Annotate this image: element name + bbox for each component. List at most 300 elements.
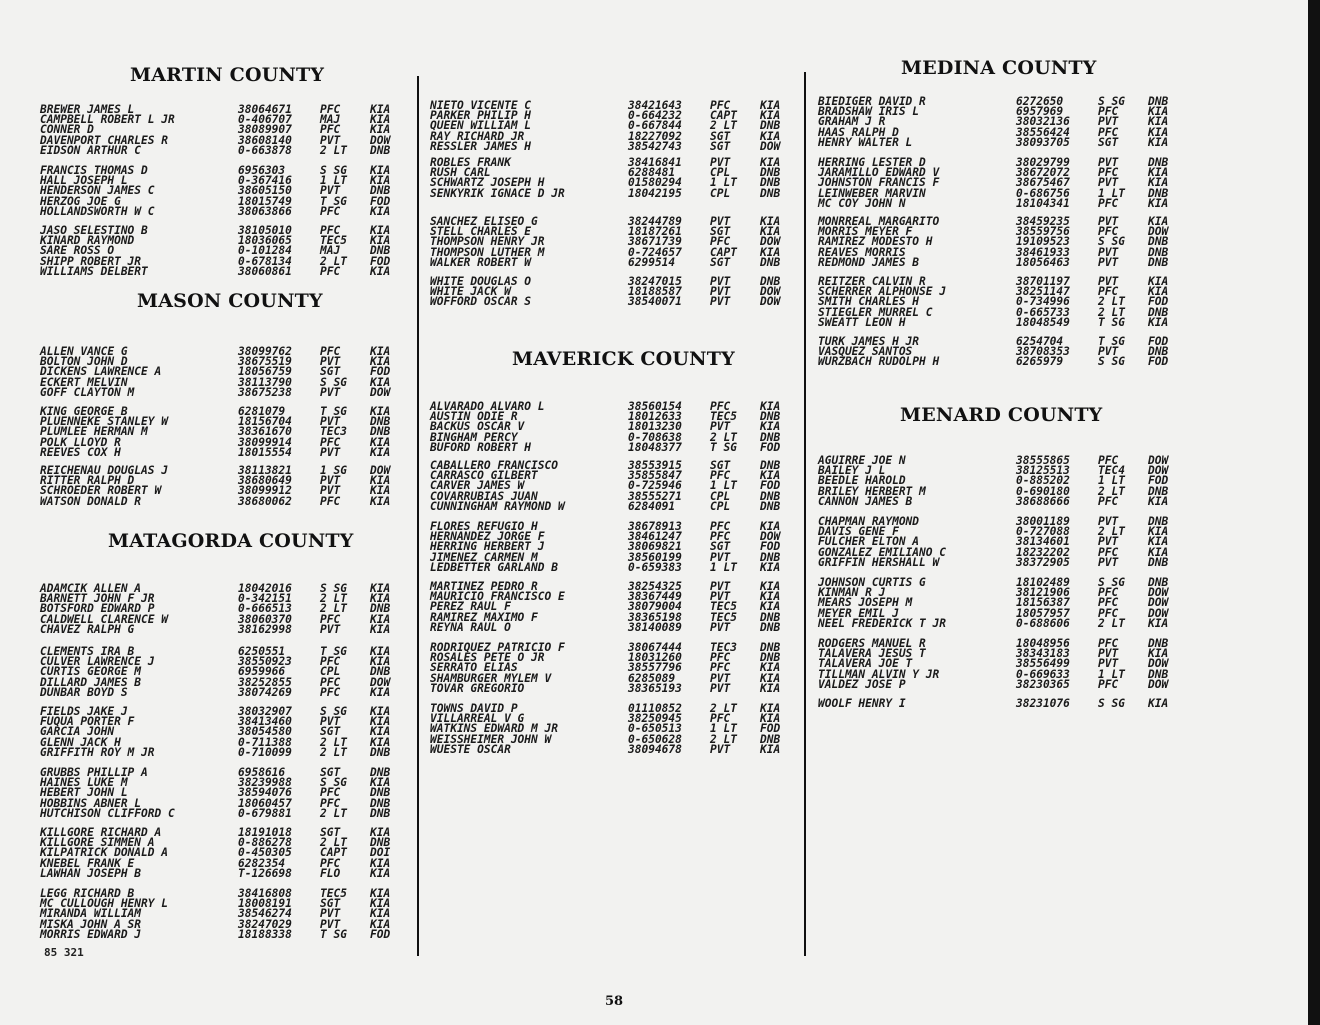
entry-grade: PFC <box>320 345 341 358</box>
entry-grade: PVT <box>320 474 341 488</box>
entry-status: DNB <box>760 651 781 665</box>
entry-grade: TEC3 <box>710 641 737 654</box>
entry-name: SERRATO ELIAS <box>430 661 518 675</box>
entry-serial-number: 6265979 <box>1016 355 1064 369</box>
entry-grade: PFC <box>710 469 731 483</box>
entry-name: GOFF CLAYTON M <box>40 385 135 399</box>
entry-name: DUNBAR BOYD S <box>40 685 128 699</box>
entry-status: KIA <box>370 375 391 389</box>
entry-status: KIA <box>370 123 391 137</box>
entry-serial-number: 38557796 <box>628 661 682 675</box>
entry-name: SENKYRIK IGNACE D JR <box>430 186 565 200</box>
entry-name: LEDBETTER GARLAND B <box>430 560 558 574</box>
entry-status: DNB <box>760 459 781 472</box>
entry-status: DNB <box>370 806 391 820</box>
entry-status: KIA <box>1148 275 1169 288</box>
entry-status: DNB <box>760 166 781 180</box>
entry-name: VILLARREAL V G <box>430 712 525 726</box>
entry-grade: PVT <box>710 550 731 564</box>
entry-name: DILLARD JAMES B <box>40 675 142 689</box>
entry-serial-number: 38421643 <box>628 99 682 112</box>
entry-status: KIA <box>760 215 781 228</box>
entry-status: KIA <box>370 735 391 749</box>
entry-name: CURTIS GEORGE M <box>40 665 142 679</box>
entry-grade: 1 LT <box>1098 667 1125 681</box>
entry-serial-number: 0-724657 <box>628 245 682 259</box>
entry-serial-number: 38247015 <box>628 275 682 288</box>
entry-serial-number: 0-734996 <box>1016 295 1070 309</box>
entry-name: MC CULLOUGH HENRY L <box>40 897 168 911</box>
entry-serial-number: 38032907 <box>238 705 292 718</box>
entry-serial-number: 18232202 <box>1016 545 1070 559</box>
entry-serial-number: 38688666 <box>1016 494 1070 508</box>
entry-serial-number: 38074269 <box>238 685 292 699</box>
entry-name: ADAMCIK ALLEN A <box>40 582 142 595</box>
entry-status: DNB <box>370 786 391 800</box>
entry-serial-number: 38556424 <box>1016 125 1070 139</box>
entry-status: KIA <box>370 204 391 218</box>
entry-grade: PFC <box>320 655 341 669</box>
entry-grade: 1 LT <box>1098 474 1125 488</box>
entry-status: DNB <box>1148 95 1169 108</box>
entry-serial-number: 01110852 <box>628 702 682 715</box>
entry-grade: PFC <box>710 400 731 413</box>
entry-status: DOW <box>1148 586 1169 600</box>
entry-status: DNB <box>1148 484 1169 498</box>
entry-serial-number: 38594076 <box>238 786 292 800</box>
entry-status: KIA <box>1148 135 1169 149</box>
entry-status: KIA <box>370 484 391 498</box>
entry-serial-number: T-126698 <box>238 866 292 880</box>
entry-serial-number: 0-666513 <box>238 602 292 616</box>
entry-name: LEINWEBER MARVIN <box>818 186 926 200</box>
entry-grade: S SG <box>1098 95 1125 108</box>
entry-grade: PVT <box>320 133 341 147</box>
entry-grade: PVT <box>1098 647 1119 661</box>
entry-grade: PVT <box>1098 657 1119 671</box>
entry-grade: PVT <box>320 184 341 198</box>
entry-status: KIA <box>760 712 781 726</box>
entry-status: FOD <box>370 194 391 208</box>
entry-status: FOD <box>370 365 391 379</box>
entry-status: DNB <box>760 610 781 624</box>
entry-grade: 1 LT <box>710 479 737 493</box>
entry-grade: CAPT <box>710 109 737 123</box>
entry-serial-number: 38099762 <box>238 345 292 358</box>
entry-name: GRAHAM J R <box>818 115 886 129</box>
entry-name: STELL CHARLES E <box>430 225 532 239</box>
entry-status: KIA <box>370 612 391 626</box>
entry-serial-number: 38054580 <box>238 725 292 739</box>
entry-status: KIA <box>370 645 391 658</box>
entry-serial-number: 38559756 <box>1016 225 1070 239</box>
entry-serial-number: 38555271 <box>628 489 682 503</box>
entry-grade: PFC <box>1098 125 1119 139</box>
entry-name: HERRING LESTER D <box>818 156 926 169</box>
entry-grade: PFC <box>320 103 341 116</box>
entry-status: DNB <box>760 186 781 200</box>
entry-grade: PFC <box>320 856 341 870</box>
entry-grade: SGT <box>1098 135 1119 149</box>
entry-status: KIA <box>1148 105 1169 119</box>
entry-grade: 2 LT <box>320 143 347 157</box>
entry-serial-number: 38540071 <box>628 295 682 309</box>
entry-name: TURK JAMES H JR <box>818 335 920 348</box>
entry-name: ALVARADO ALVARO L <box>430 400 545 413</box>
entry-name: TOWNS DAVID P <box>430 702 518 715</box>
entry-status: DNB <box>760 430 781 444</box>
entry-name: CHAVEZ RALPH G <box>40 622 135 636</box>
entry-grade: TEC5 <box>710 610 737 624</box>
entry-status: DNB <box>760 255 781 269</box>
entry-status: FOD <box>760 540 781 554</box>
entry-status: DOW <box>370 133 391 147</box>
entry-grade: PFC <box>1098 166 1119 180</box>
entry-name: WURZBACH RUDOLPH H <box>818 355 940 369</box>
entry-grade: 1 LT <box>710 560 737 574</box>
entry-serial-number: 38230365 <box>1016 677 1070 691</box>
entry-name: SCHERRER ALPHONSE J <box>818 285 946 299</box>
entry-name: CABALLERO FRANCISCO <box>430 459 558 472</box>
entry-serial-number: 0-711388 <box>238 735 292 749</box>
entry-grade: SGT <box>710 129 731 143</box>
entry-grade: PVT <box>320 715 341 729</box>
entry-status: DNB <box>760 176 781 190</box>
entry-status: KIA <box>1148 535 1169 549</box>
entry-name: BOTSFORD EDWARD P <box>40 602 155 616</box>
entry-name: VALDEZ JOSE P <box>818 677 906 691</box>
entry-name: KNEBEL FRANK E <box>40 856 135 870</box>
entry-name: FLORES REFUGIO H <box>430 520 538 533</box>
entry-name: MORRIS EDWARD J <box>40 927 142 941</box>
entry-grade: SGT <box>320 365 341 379</box>
entry-serial-number: 38675467 <box>1016 176 1070 190</box>
entry-status: DNB <box>1148 515 1169 528</box>
entry-serial-number: 38672072 <box>1016 166 1070 180</box>
entry-status: DNB <box>760 119 781 133</box>
entry-name: HERZOG JOE G <box>40 194 121 208</box>
entry-status: KIA <box>370 405 391 418</box>
entry-status: DNB <box>760 641 781 654</box>
entry-status: KIA <box>760 590 781 604</box>
entry-name: REDMOND JAMES B <box>818 255 920 269</box>
entry-serial-number: 38553915 <box>628 459 682 472</box>
entry-name: WALKER ROBERT W <box>430 255 532 269</box>
entry-name: CARVER JAMES W <box>430 479 525 493</box>
entry-serial-number: 01580294 <box>628 176 682 190</box>
entry-grade: PVT <box>710 420 731 434</box>
entry-name: RODGERS MANUEL R <box>818 637 926 650</box>
entry-name: RAMIREZ MAXIMO F <box>430 610 538 624</box>
entry-grade: T SG <box>320 927 347 941</box>
entry-status: DOW <box>1148 677 1169 691</box>
entry-name: REICHENAU DOUGLAS J <box>40 464 168 477</box>
entry-grade: S SG <box>320 375 347 389</box>
entry-grade: PFC <box>320 685 341 699</box>
entry-grade: PFC <box>1098 677 1119 691</box>
entry-grade: 2 LT <box>320 592 347 606</box>
entry-grade: PVT <box>710 742 731 756</box>
entry-serial-number: 38560154 <box>628 400 682 413</box>
entry-serial-number: 0-406707 <box>238 113 292 127</box>
entry-name: HUTCHISON CLIFFORD C <box>40 806 175 820</box>
entry-serial-number: 38546274 <box>238 907 292 921</box>
entry-status: KIA <box>760 109 781 123</box>
entry-status: DNB <box>370 425 391 439</box>
entry-serial-number: 38361670 <box>238 425 292 439</box>
entry-status: DNB <box>1148 555 1169 569</box>
entry-serial-number: 0-664232 <box>628 109 682 123</box>
entry-status: KIA <box>370 856 391 870</box>
entry-status: DNB <box>760 489 781 503</box>
county-title: MARTIN COUNTY <box>130 64 325 86</box>
entry-serial-number: 38708353 <box>1016 345 1070 359</box>
footer-code: 85 321 <box>44 946 84 959</box>
entry-name: TALAVERA JOE T <box>818 657 913 671</box>
entry-name: CLEMENTS IRA B <box>40 645 135 658</box>
entry-grade: CAPT <box>320 846 347 860</box>
entry-name: WATKINS EDWARD M JR <box>430 722 558 736</box>
entry-serial-number: 18056463 <box>1016 255 1070 269</box>
entry-grade: 2 LT <box>710 430 737 444</box>
entry-status: DOW <box>760 295 781 309</box>
entry-status: KIA <box>760 600 781 614</box>
entry-serial-number: 18008191 <box>238 897 292 911</box>
entry-status: DOW <box>760 139 781 153</box>
entry-grade: PVT <box>320 484 341 498</box>
entry-status: KIA <box>1148 647 1169 661</box>
entry-serial-number: 18012633 <box>628 410 682 424</box>
entry-grade: T SG <box>320 645 347 658</box>
entry-status: KIA <box>1148 315 1169 329</box>
entry-grade: 2 LT <box>320 602 347 616</box>
entry-name: TOVAR GREGORIO <box>430 681 525 695</box>
entry-grade: PVT <box>710 671 731 685</box>
entry-grade: SGT <box>710 540 731 554</box>
entry-serial-number: 38239988 <box>238 776 292 790</box>
entry-grade: PFC <box>1098 596 1119 610</box>
entry-name: RODRIQUEZ PATRICIO F <box>430 641 565 654</box>
entry-name: WILLIAMS DELBERT <box>40 264 148 278</box>
entry-name: WUESTE OSCAR <box>430 742 511 756</box>
entry-name: GRIFFIN HERSHALL W <box>818 555 940 569</box>
entry-status: DNB <box>370 665 391 679</box>
entry-grade: PVT <box>1098 115 1119 129</box>
entry-serial-number: 18042016 <box>238 582 292 595</box>
entry-grade: S SG <box>320 582 347 595</box>
entry-serial-number: 6281079 <box>238 405 286 418</box>
entry-name: SANCHEZ ELISEO G <box>430 215 538 228</box>
entry-grade: CPL <box>710 166 731 180</box>
entry-serial-number: 18048549 <box>1016 315 1070 329</box>
entry-serial-number: 38413460 <box>238 715 292 729</box>
entry-status: KIA <box>1148 115 1169 129</box>
entry-serial-number: 0-650628 <box>628 732 682 746</box>
entry-grade: 1 LT <box>1098 186 1125 200</box>
entry-name: BAILEY J L <box>818 464 886 478</box>
entry-grade: PVT <box>710 156 731 169</box>
entry-grade: PFC <box>320 204 341 218</box>
entry-name: POLK LLOYD R <box>40 435 121 449</box>
entry-status: KIA <box>370 887 391 900</box>
entry-name: ECKERT MELVIN <box>40 375 128 389</box>
entry-serial-number: 38162998 <box>238 622 292 636</box>
entry-grade: SGT <box>320 897 341 911</box>
entry-name: JIMENEZ CARMEN M <box>430 550 538 564</box>
entry-name: THOMPSON HENRY JR <box>430 235 545 249</box>
entry-name: BACKUS OSCAR V <box>430 420 525 434</box>
entry-name: JOHNSTON FRANCIS F <box>818 176 940 190</box>
entry-name: GLENN JACK H <box>40 735 121 749</box>
entry-status: DNB <box>760 499 781 513</box>
column-divider <box>417 76 419 956</box>
entry-status: DOW <box>370 464 391 477</box>
entry-serial-number: 6956303 <box>238 164 286 177</box>
entry-grade: PFC <box>1098 606 1119 620</box>
entry-name: RESSLER JAMES H <box>430 139 532 153</box>
entry-serial-number: 0-690180 <box>1016 484 1070 498</box>
entry-grade: 1 LT <box>710 722 737 736</box>
entry-name: CHAPMAN RAYMOND <box>818 515 920 528</box>
entry-name: NEEL FREDERICK T JR <box>818 616 946 630</box>
entry-name: MORRIS MEYER F <box>818 225 913 239</box>
entry-name: SCHROEDER ROBERT W <box>40 484 162 498</box>
entry-status: DNB <box>1148 245 1169 259</box>
entry-serial-number: 38365198 <box>628 610 682 624</box>
entry-grade: PFC <box>320 224 341 237</box>
entry-status: KIA <box>1148 545 1169 559</box>
entry-status: KIA <box>1148 215 1169 228</box>
entry-grade: TEC3 <box>320 425 347 439</box>
entry-status: KIA <box>760 661 781 675</box>
entry-status: KIA <box>370 655 391 669</box>
entry-name: BIEDIGER DAVID R <box>818 95 926 108</box>
entry-status: DOW <box>1148 454 1169 467</box>
entry-grade: PVT <box>710 215 731 228</box>
entry-name: FRANCIS THOMAS D <box>40 164 148 177</box>
entry-grade: PVT <box>710 275 731 288</box>
entry-grade: PVT <box>1098 345 1119 359</box>
entry-status: KIA <box>370 474 391 488</box>
entry-name: CANNON JAMES B <box>818 494 913 508</box>
entry-status: DNB <box>370 836 391 850</box>
entry-serial-number: 18048956 <box>1016 637 1070 650</box>
entry-grade: 2 LT <box>320 735 347 749</box>
entry-status: KIA <box>1148 196 1169 210</box>
entry-serial-number: 6285089 <box>628 671 676 685</box>
entry-name: MEARS JOSEPH M <box>818 596 913 610</box>
entry-status: DNB <box>1148 667 1169 681</box>
county-title: MEDINA COUNTY <box>901 57 1097 79</box>
entry-status: KIA <box>760 520 781 533</box>
entry-name: PARKER PHILIP H <box>430 109 532 123</box>
entry-grade: PFC <box>320 264 341 278</box>
entry-name: ROSALES PETE O JR <box>430 651 545 665</box>
entry-grade: PFC <box>1098 225 1119 239</box>
entry-name: RAMIREZ MODESTO H <box>818 235 933 249</box>
entry-serial-number: 0-669633 <box>1016 667 1070 681</box>
entry-grade: PVT <box>1098 555 1119 569</box>
entry-status: FOD <box>1148 355 1169 369</box>
entry-serial-number: 38550923 <box>238 655 292 669</box>
entry-grade: 2 LT <box>1098 525 1125 539</box>
entry-status: DOW <box>1148 657 1169 671</box>
entry-serial-number: 6272650 <box>1016 95 1064 108</box>
entry-grade: 2 LT <box>320 745 347 759</box>
entry-name: BRADSHAW IRIS L <box>818 105 920 119</box>
entry-serial-number: 6250551 <box>238 645 286 658</box>
entry-serial-number: 38089907 <box>238 123 292 137</box>
entry-grade: SGT <box>320 725 341 739</box>
entry-serial-number: 0-659383 <box>628 560 682 574</box>
entry-status: DNB <box>760 620 781 634</box>
entry-grade: PVT <box>1098 176 1119 190</box>
entry-name: HERRING HERBERT J <box>430 540 545 554</box>
entry-serial-number: 38555865 <box>1016 454 1070 467</box>
entry-status: DOW <box>1148 606 1169 620</box>
entry-grade: PFC <box>320 796 341 810</box>
entry-grade: S SG <box>1098 697 1125 710</box>
entry-name: GONZALEZ EMILIANO C <box>818 545 946 559</box>
entry-serial-number: 38701197 <box>1016 275 1070 288</box>
entry-serial-number: 38605150 <box>238 184 292 198</box>
entry-grade: SGT <box>710 459 731 472</box>
entry-status: KIA <box>760 420 781 434</box>
entry-grade: PFC <box>1098 105 1119 119</box>
entry-serial-number: 6958616 <box>238 766 286 779</box>
entry-grade: PFC <box>320 435 341 449</box>
entry-grade: CPL <box>710 186 731 200</box>
entry-status: KIA <box>370 234 391 248</box>
entry-name: THOMPSON LUTHER M <box>430 245 545 259</box>
entry-name: WHITE DOUGLAS O <box>430 275 532 288</box>
entry-serial-number: 6957969 <box>1016 105 1064 119</box>
entry-serial-number: 0-725946 <box>628 479 682 493</box>
entry-status: KIA <box>370 866 391 880</box>
county-title: MASON COUNTY <box>137 290 323 312</box>
entry-name: WHITE JACK W <box>430 285 511 299</box>
entry-serial-number: 18188338 <box>238 927 292 941</box>
entry-name: JOHNSON CURTIS G <box>818 576 926 589</box>
entry-name: BREWER JAMES L <box>40 103 135 116</box>
entry-name: KILLGORE RICHARD A <box>40 826 162 839</box>
entry-grade: CAPT <box>710 245 737 259</box>
entry-serial-number: 18188587 <box>628 285 682 299</box>
entry-grade: SGT <box>710 139 731 153</box>
entry-grade: PVT <box>710 580 731 593</box>
entry-serial-number: 18013230 <box>628 420 682 434</box>
entry-serial-number: 38231076 <box>1016 697 1070 710</box>
entry-serial-number: 18191018 <box>238 826 292 839</box>
entry-status: DOW <box>1148 225 1169 239</box>
entry-status: KIA <box>760 702 781 715</box>
entry-serial-number: 38560199 <box>628 550 682 564</box>
entry-name: CALDWELL CLARENCE W <box>40 612 168 626</box>
entry-status: KIA <box>370 345 391 358</box>
entry-status: DNB <box>370 184 391 198</box>
entry-serial-number: 38247029 <box>238 917 292 931</box>
entry-grade: PVT <box>1098 515 1119 528</box>
entry-grade: SGT <box>710 255 731 269</box>
entry-serial-number: 38079004 <box>628 600 682 614</box>
entry-serial-number: 0-727088 <box>1016 525 1070 539</box>
entry-serial-number: 0-450305 <box>238 846 292 860</box>
entry-name: HEBERT JOHN L <box>40 786 128 800</box>
entry-serial-number: 0-667844 <box>628 119 682 133</box>
entry-serial-number: 0-710099 <box>238 745 292 759</box>
entry-serial-number: 38372905 <box>1016 555 1070 569</box>
entry-status: DNB <box>1148 637 1169 650</box>
